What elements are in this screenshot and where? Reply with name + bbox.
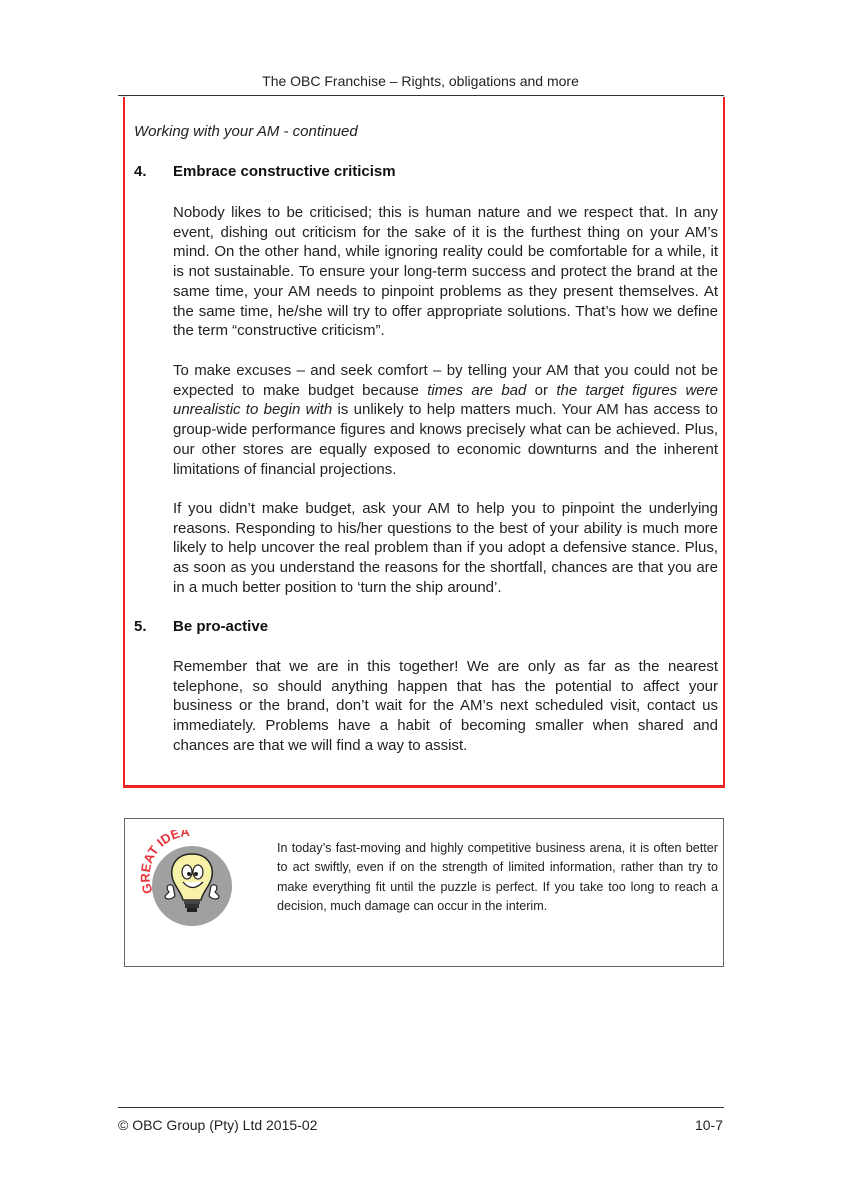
section-title: Be pro-active xyxy=(173,618,269,635)
text-run: To make excuses – and seek comfort – by telling your AM that you could not be expected to make budget because xyxy=(173,362,718,399)
section-subheading: Working with your AM - continued xyxy=(134,123,358,140)
text-run: is unlikely to help matters much. Your AM has access to group-wide performance figures and knows precisely what can be achieved. Plus, our other stores are equally exposed to economic downturns and the inherent limitations of financial projections. xyxy=(173,401,719,478)
svg-text:GREAT IDEA: GREAT IDEA xyxy=(137,830,191,896)
emphasis-text: the target figures were unrealistic to begin with xyxy=(173,381,718,419)
section-number: 5. xyxy=(134,618,147,635)
page-number: 10-7 xyxy=(694,1117,723,1133)
paragraph: Remember that we are in this together! We are only as far as the nearest telephone, so should anything happen that has the potential to affect your business or the brand, don’t wait for the AM’s next scheduled visit, contact us immediately. Problems have a habit of becoming smaller when shared and chances are that we will find a way to assist. xyxy=(173,658,718,754)
paragraph: If you didn’t make budget, ask your AM to help you to pinpoint the underlying reasons. Responding to his/her questions to the best of your ability is much more likely to help uncover the real problem than if you adopt a defensive stance. Plus, as soon as you understand the reasons for the shortfall, chances are that you are in a much better position to ‘turn the ship around’. xyxy=(173,500,718,596)
paragraph: Nobody likes to be criticised; this is human nature and we respect that. In any event, dishing out criticism for the sake of it is the furthest thing on your AM’s mind. On the other hand, while ignoring reality could be comfortable for a while, it is not sustainable. To ensure your long-term success and protect the brand at the same time, your AM needs to pinpoint problems as they present themselves. At the same time, he/she will try to offer appropriate solutions. That’s how we define the term “constructive criticism”. xyxy=(173,204,718,340)
paragraph xyxy=(173,361,718,479)
section-title: Embrace constructive criticism xyxy=(173,163,396,180)
footer-copyright: © OBC Group (Pty) Ltd 2015-02 xyxy=(118,1117,318,1133)
great-idea-lightbulb-icon xyxy=(135,830,240,930)
footer-divider xyxy=(118,1107,724,1108)
text-run: or xyxy=(526,381,557,399)
header-divider xyxy=(118,95,724,96)
emphasis-text: times are bad xyxy=(427,381,527,399)
header-title: The OBC Franchise – Rights, obligations and more xyxy=(262,73,579,89)
tip-text: In today’s fast-moving and highly competitive business arena, it is often better to act swiftly, even if on the strength of limited information, rather than try to make everything fit until the puzzle is perfect. If you take too long to reach a decision, much damage can occur in the interim. xyxy=(277,841,718,914)
section-number: 4. xyxy=(134,163,147,180)
